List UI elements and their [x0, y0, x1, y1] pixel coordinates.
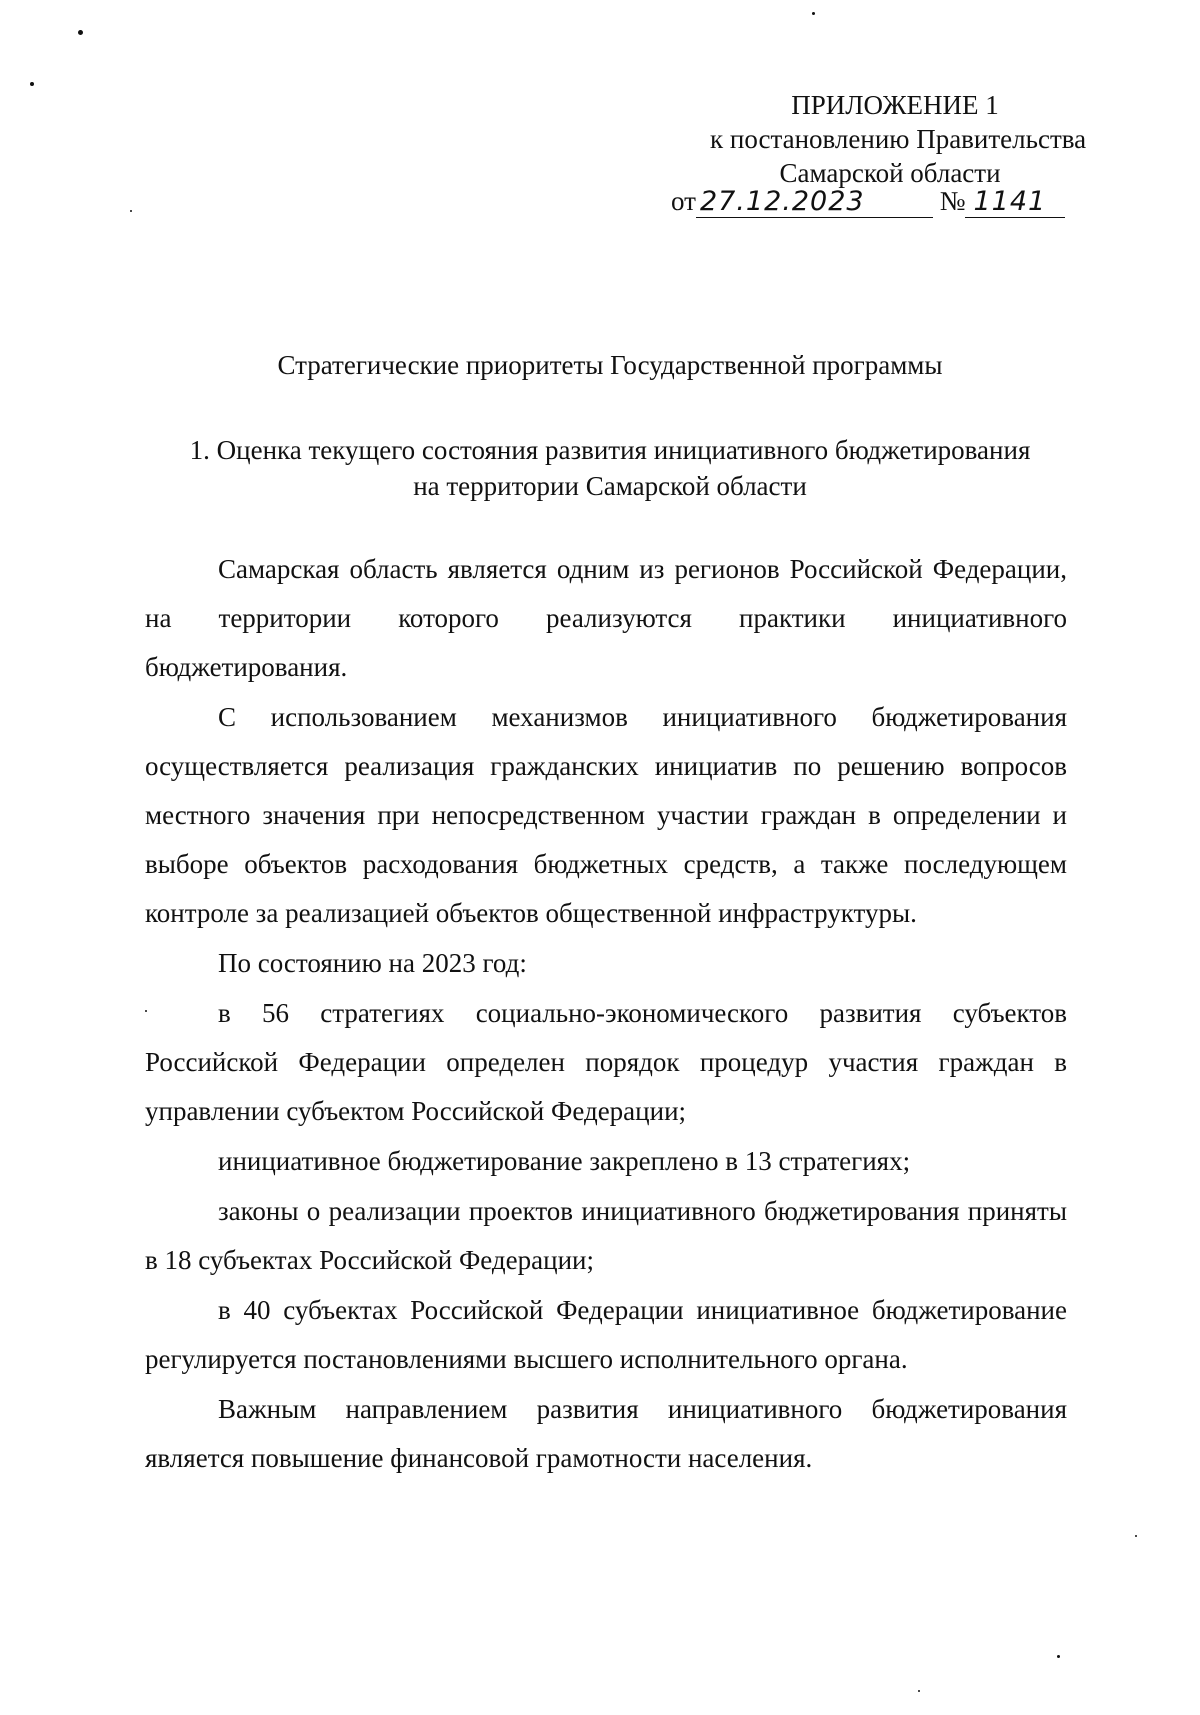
- number-field: [965, 186, 1065, 218]
- annex-resolution-line: к постановлению Правительства: [710, 124, 1087, 154]
- date-field: [696, 186, 933, 218]
- scan-speck: [812, 12, 815, 15]
- scan-speck: [145, 1010, 147, 1012]
- paragraph: в 40 субъектах Российской Федерации инициативное бюджетирование регулируется постановлениями высшего исполнительного органа.: [145, 1295, 1067, 1374]
- scan-speck: [130, 210, 132, 212]
- section-heading: [150, 432, 1070, 504]
- scan-speck: [30, 82, 34, 86]
- section-heading-line-1: 1. Оценка текущего состояния развития инициативного бюджетирования: [189, 435, 1031, 465]
- annex-date-number-row: [671, 186, 1065, 218]
- paragraph: в 56 стратегиях социально-экономического развития субъектов Российской Федерации определен порядок процедур участия граждан в управлении субъектом Российской Федерации;: [145, 998, 1067, 1126]
- paragraph: инициативное бюджетирование закреплено в 13 стратегиях;: [218, 1146, 911, 1176]
- paragraph: Самарская область является одним из регионов Российской Федерации, на территории которого реализуются практики инициативного бюджетирования.: [145, 554, 1067, 682]
- body-text: [145, 545, 1067, 1483]
- scan-speck: [918, 1690, 920, 1692]
- paragraph: По состоянию на 2023 год:: [218, 948, 527, 978]
- paragraph: Важным направлением развития инициативного бюджетирования является повышение финансовой грамотности населения.: [145, 1394, 1067, 1473]
- annex-region-line: Самарской области: [779, 158, 1001, 188]
- number-sign: №: [939, 186, 966, 216]
- scan-speck: [1057, 1655, 1060, 1658]
- scan-speck: [1135, 1535, 1137, 1537]
- scan-speck: [78, 30, 83, 35]
- document-title: Стратегические приоритеты Государственной программы: [277, 350, 943, 380]
- annex-title: ПРИЛОЖЕНИЕ 1: [791, 90, 999, 120]
- handwritten-number: 1141: [973, 186, 1047, 217]
- handwritten-date: 27.12.2023: [699, 186, 865, 217]
- section-heading-line-2: на территории Самарской области: [413, 471, 807, 501]
- paragraph: законы о реализации проектов инициативного бюджетирования приняты в 18 субъектах Российской Федерации;: [145, 1196, 1067, 1275]
- date-prefix: от: [671, 186, 696, 216]
- paragraph: С использованием механизмов инициативного бюджетирования осуществляется реализация гражданских инициатив по решению вопросов местного значения при непосредственном участии граждан в определении и выборе объектов расходования бюджетных средств, а также последующем контроле за реализацией объектов общественной инфраструктуры.: [145, 702, 1067, 928]
- annex-block: [640, 88, 1087, 190]
